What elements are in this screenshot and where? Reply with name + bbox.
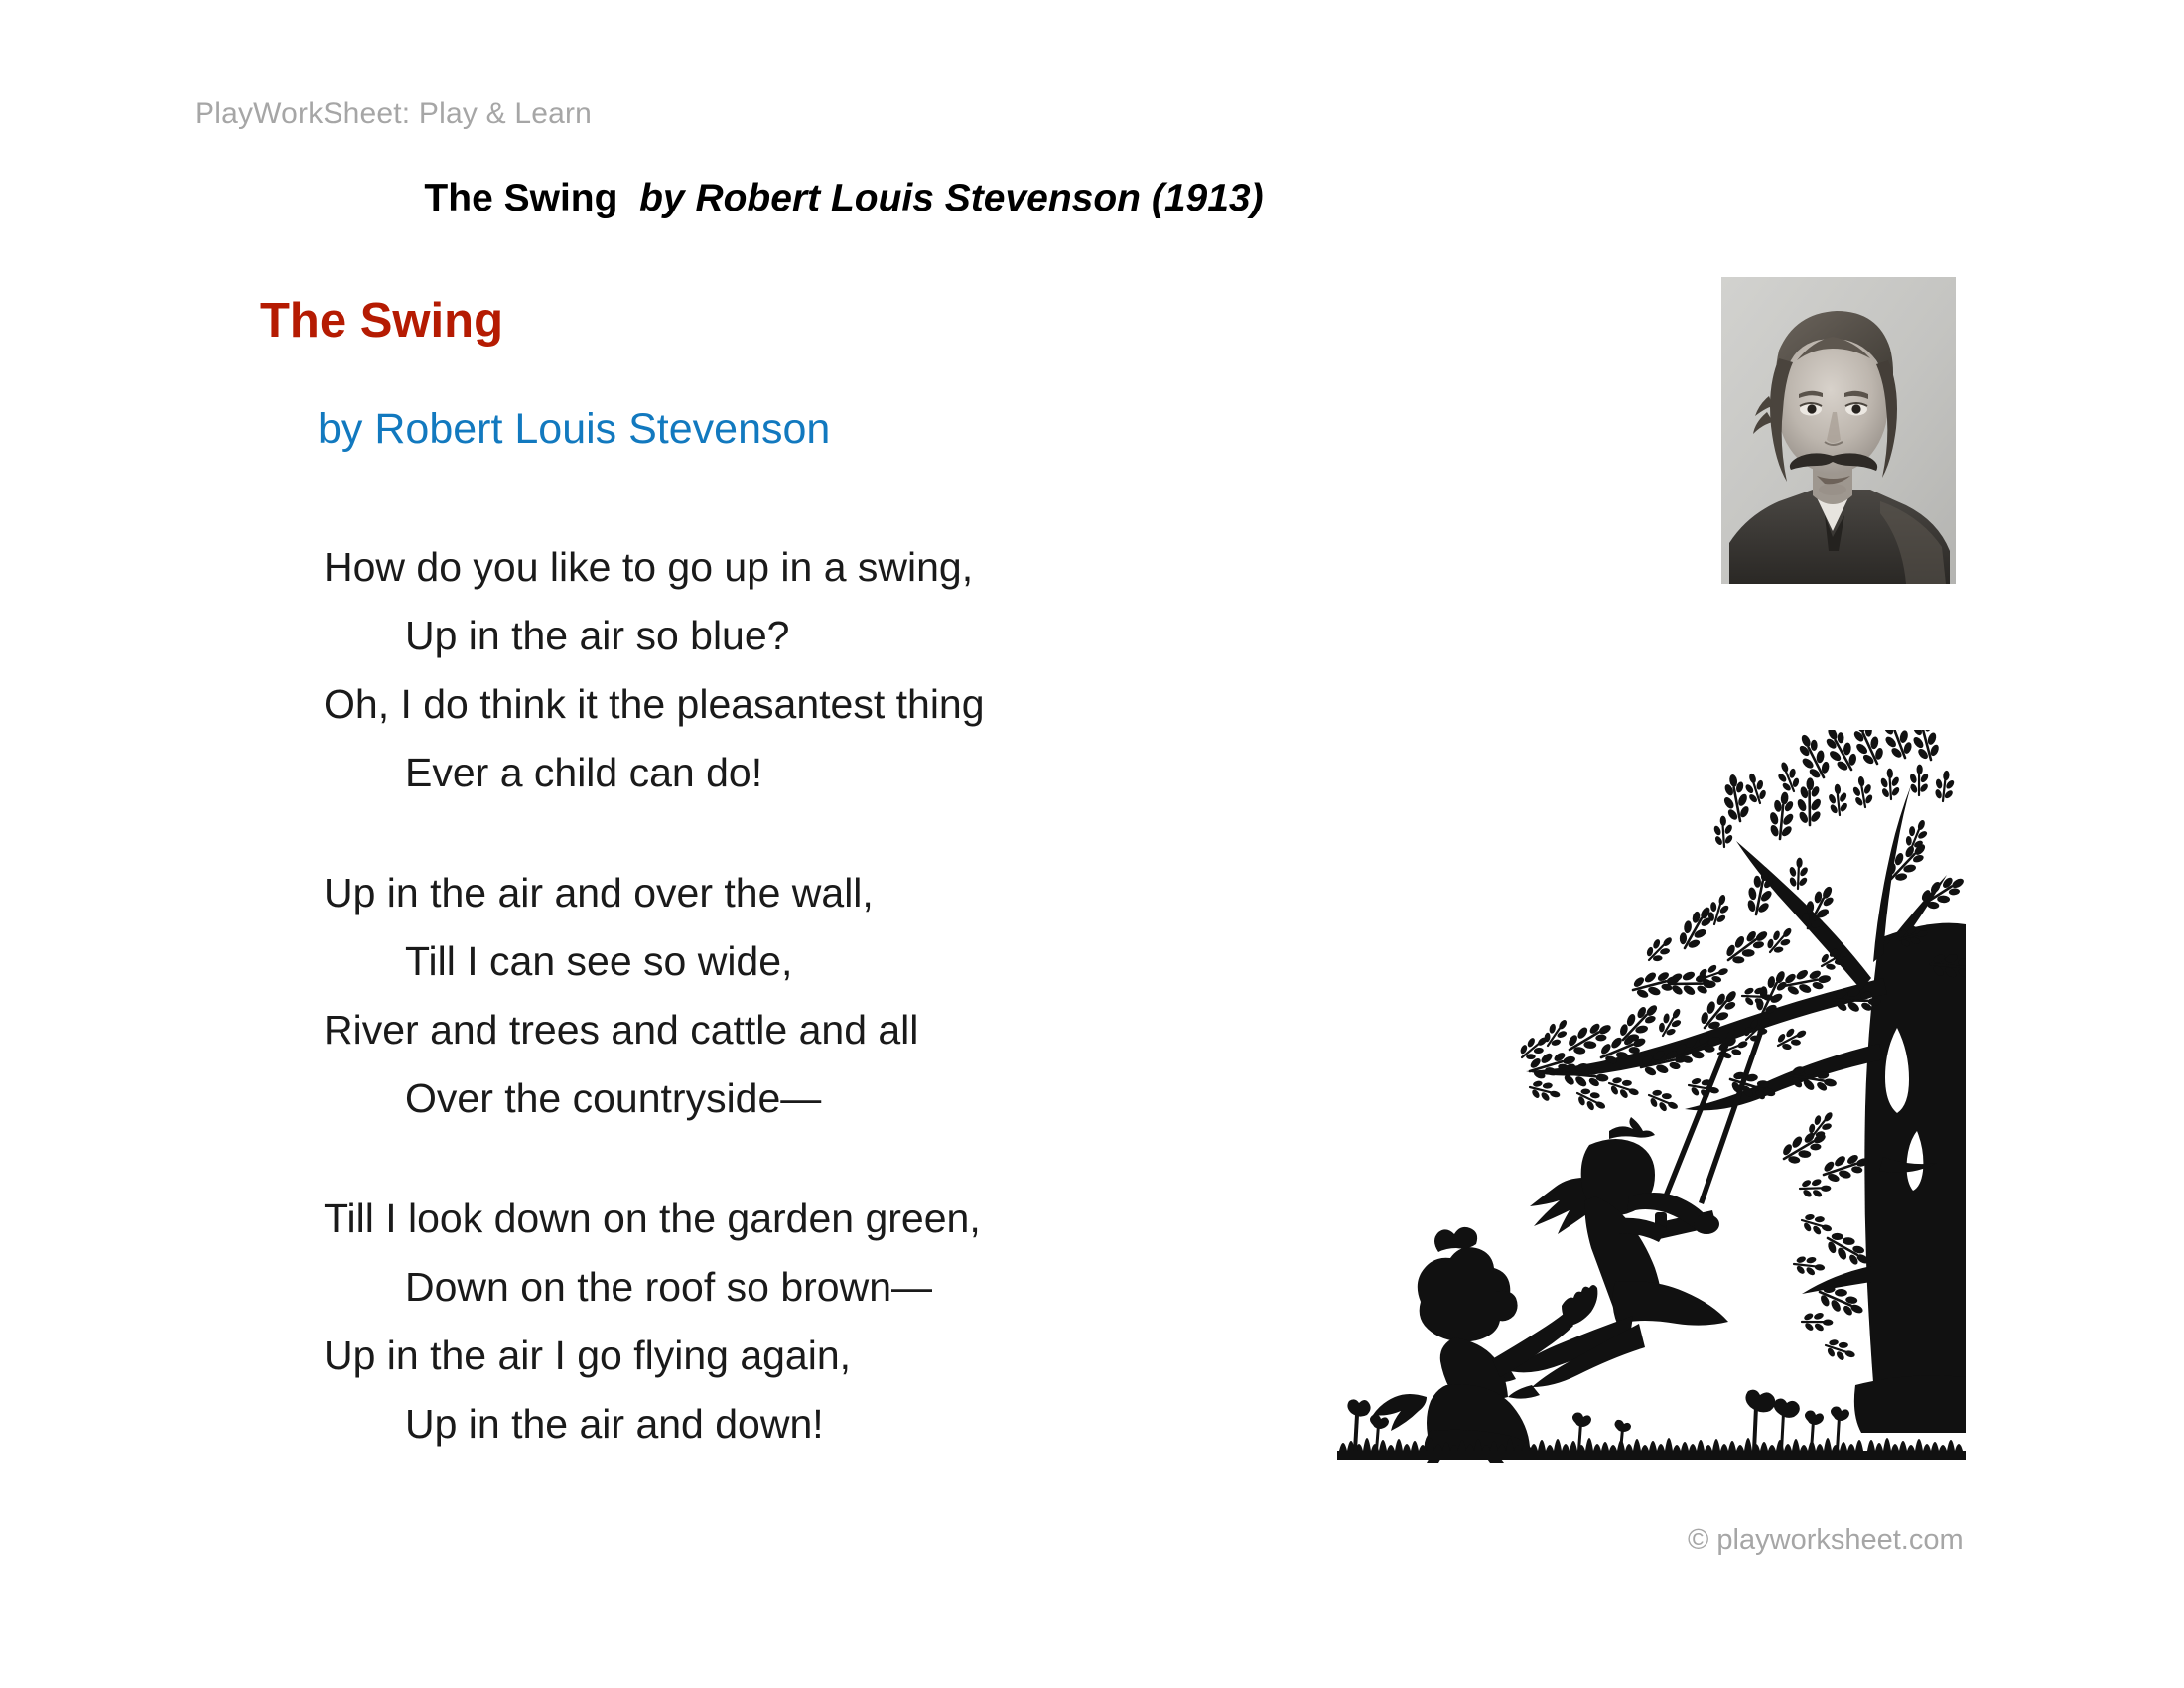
page-title-main: The Swing xyxy=(424,177,618,219)
poem-line: Up in the air so blue? xyxy=(405,613,790,658)
poem-stanza xyxy=(324,533,1316,807)
poem-body xyxy=(324,533,1316,1459)
copyright-notice: © playworksheet.com xyxy=(1688,1524,1964,1556)
poem-line: Up in the air I go flying again, xyxy=(324,1333,852,1378)
poem-line: Up in the air and down! xyxy=(405,1401,824,1447)
page-title-attribution: by Robert Louis Stevenson (1913) xyxy=(639,177,1264,219)
poem-line: River and trees and cattle and all xyxy=(324,1007,919,1053)
poem-stanza xyxy=(324,1185,1316,1459)
poem-line: Over the countryside— xyxy=(405,1075,822,1121)
swing-silhouette-illustration xyxy=(1335,730,1966,1465)
poem-line: How do you like to go up in a swing, xyxy=(324,544,974,590)
poem-stanza xyxy=(324,859,1316,1133)
poem-line: Up in the air and over the wall, xyxy=(324,870,874,915)
swing-silhouette-graphic xyxy=(1335,730,1966,1465)
poem-line: Till I can see so wide, xyxy=(405,938,793,984)
poem-line: Down on the roof so brown— xyxy=(405,1264,932,1310)
author-portrait-graphic xyxy=(1721,277,1956,584)
page-title xyxy=(0,177,1688,220)
poem-heading: The Swing xyxy=(260,294,503,348)
poem-line: Oh, I do think it the pleasantest thing xyxy=(324,681,985,727)
poem-line: Till I look down on the garden green, xyxy=(324,1196,981,1241)
site-header-label: PlayWorkSheet: Play & Learn xyxy=(195,97,593,130)
poem-line: Ever a child can do! xyxy=(405,750,763,795)
author-portrait-image xyxy=(1721,277,1956,584)
poem-byline: by Robert Louis Stevenson xyxy=(318,405,831,453)
